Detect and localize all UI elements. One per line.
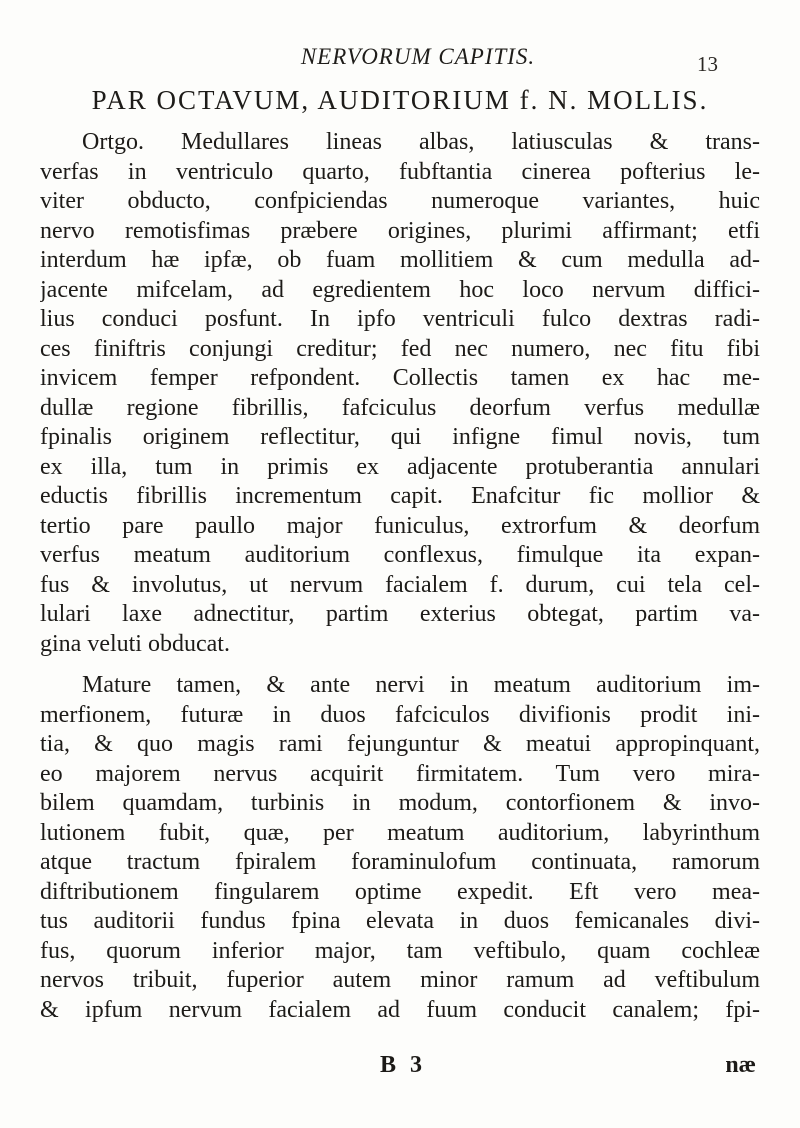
section-heading: PAR OCTAVUM, AUDITORIUM f. N. MOLLIS.	[91, 85, 709, 115]
text-line: lulari laxe adnectitur, partim exterius obtegat, partim va-	[40, 601, 760, 627]
text-line: tus auditorii fundus fpina elevata in duos femicanales divi-	[40, 908, 760, 934]
text-line: fus & involutus, ut nervum facialem f. durum, cui tela cel-	[40, 571, 760, 598]
text-line: fus, quorum inferior major, tam veftibulo, quam cochleæ	[40, 937, 760, 964]
text-line: eductis fibrillis incrementum capit. Enafcitur fic mollior &	[40, 483, 760, 509]
text-line: eo majorem nervus acquirit firmitatem. Tum vero mira-	[40, 760, 760, 787]
text-line: lius conduci posfunt. In ipfo ventriculi fulco dextras radi-	[40, 306, 760, 332]
text-line: nervo remotisfimas præbere origines, plurimi affirmant; etfi	[40, 217, 760, 244]
text-line: tertio pare paullo major funiculus, extrorfum & deorfum	[40, 512, 760, 539]
text-line: dullæ regione fibrillis, fafciculus deorfum verfus medullæ	[40, 394, 760, 421]
text-line: & ipfum nervum facialem ad fuum conducit canalem; fpi-	[40, 996, 760, 1023]
running-title: NERVORUM CAPITIS.	[300, 44, 536, 69]
text-line: interdum hæ ipfæ, ob fuam mollitiem & cum medulla ad-	[40, 247, 760, 273]
text-line: ces finiftris conjungi creditur; fed nec numero, nec fitu fibi	[40, 335, 760, 362]
body-text	[40, 128, 760, 1025]
page-footer	[40, 1052, 760, 1082]
page-number: 13	[697, 52, 718, 76]
text-line: verfus meatum auditorium conflexus, fimulque ita expan-	[40, 542, 760, 568]
paragraph-2	[40, 671, 760, 1025]
text-line: viter obducto, confpiciendas numeroque variantes, huic	[40, 188, 760, 214]
text-line: lutionem fubit, quæ, per meatum auditorium, labyrinthum	[40, 819, 760, 846]
text-line: ex illa, tum in primis ex adjacente protuberantia annulari	[40, 453, 760, 480]
text-line: Ortgo. Medullares lineas albas, latiusculas & trans-	[82, 129, 760, 155]
running-head	[118, 44, 718, 84]
text-line: gina veluti obducat.	[40, 630, 230, 657]
signature-mark: B 3	[380, 1052, 427, 1078]
text-line: bilem quamdam, turbinis in modum, contorfionem & invo-	[40, 790, 760, 816]
text-line: atque tractum fpiralem foraminulofum continuata, ramorum	[40, 849, 760, 875]
text-line: verfas in ventriculo quarto, fubftantia cinerea pofterius le-	[40, 158, 760, 185]
text-line: invicem femper refpondent. Collectis tamen ex hac me-	[40, 365, 760, 391]
paragraph-1	[40, 128, 760, 659]
text-line: diftributionem fingularem optime expedit. Eft vero mea-	[40, 878, 760, 905]
catchword: næ	[725, 1052, 756, 1078]
text-line: fpinalis originem reflectitur, qui infigne fimul novis, tum	[40, 424, 760, 450]
text-line: tia, & quo magis rami fejunguntur & meatui appropinquant,	[40, 731, 760, 757]
text-line: nervos tribuit, fuperior autem minor ramum ad veftibulum	[40, 967, 760, 993]
text-line: Mature tamen, & ante nervi in meatum auditorium im-	[82, 672, 760, 698]
paragraph-gap	[40, 659, 760, 671]
text-line: merfionem, futuræ in duos fafciculos divifionis prodit ini-	[40, 701, 760, 728]
text-line: jacente mifcelam, ad egredientem hoc loco nervum diffici-	[40, 276, 760, 303]
